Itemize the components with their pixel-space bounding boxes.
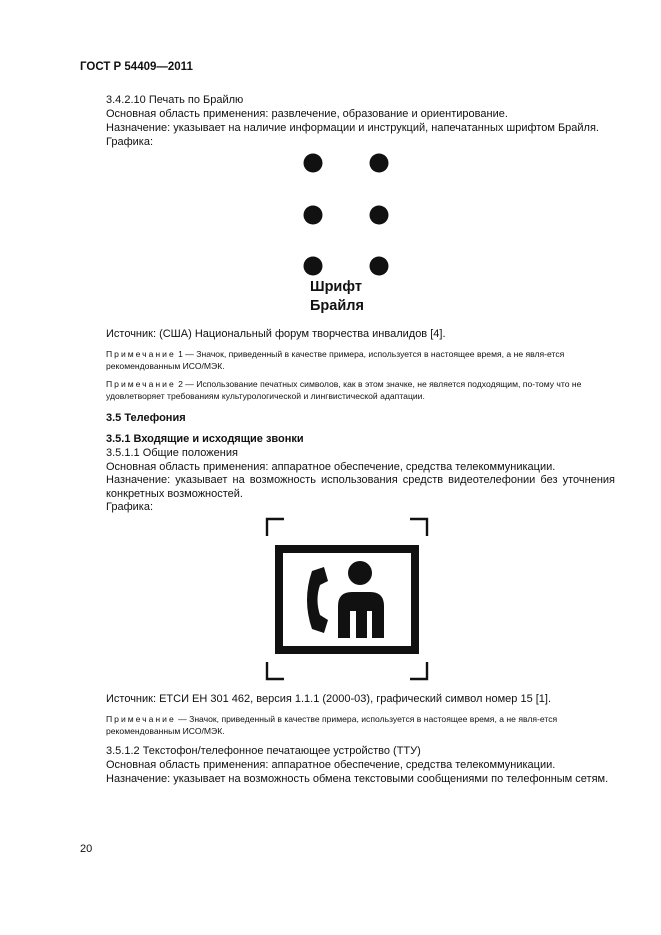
braille-dot	[370, 257, 389, 276]
note-label: Примечание	[106, 714, 176, 724]
telephony-scope: Основная область применения: аппаратное обеспечение, средства телекоммуникации.	[106, 461, 556, 473]
person-body	[338, 592, 384, 638]
subsection-heading: 3.5.1 Входящие и исходящие звонки	[106, 433, 304, 445]
braille-caption-line2: Брайля	[310, 298, 364, 314]
braille-dot	[370, 206, 389, 225]
braille-dot	[304, 257, 323, 276]
person-head	[348, 561, 372, 585]
note-text: — Значок, приведенный в качестве примера, используется в настоящее время, а не явля-ется рекомендованным ИСО/МЭК.	[106, 714, 558, 736]
braille-note-1	[106, 348, 615, 372]
braille-dot	[304, 206, 323, 225]
braille-dot	[304, 154, 323, 173]
videophone-icon	[262, 514, 432, 684]
braille-caption-line1: Шрифт	[310, 279, 362, 295]
braille-scope: Основная область применения: развлечение, образование и ориентирование.	[106, 108, 508, 120]
note-label: Примечание	[106, 379, 176, 389]
document-header: ГОСТ Р 54409—2011	[80, 61, 193, 73]
braille-heading: 3.4.2.10 Печать по Брайлю	[106, 94, 244, 106]
braille-graphic-label: Графика:	[106, 136, 153, 148]
telephony-graphic-label: Графика:	[106, 501, 153, 513]
braille-dot	[370, 154, 389, 173]
general-heading: 3.5.1.1 Общие положения	[106, 447, 238, 459]
telephony-note	[106, 713, 615, 737]
section-heading: 3.5 Телефония	[106, 412, 186, 424]
page-number: 20	[80, 843, 93, 855]
note-text: 1 — Значок, приведенный в качестве примера, используется в настоящее время, а не явля-ется рекомендованным ИСО/МЭК.	[106, 349, 565, 371]
braille-note-2	[106, 378, 615, 402]
note-label: Примечание	[106, 349, 176, 359]
telephony-purpose: Назначение: указывает на возможность использования средств видеотелефонии без уточнения конкретных возможностей.	[106, 474, 615, 500]
note-text: 2 — Использование печатных символов, как в этом значке, не является подходящим, по-тому что не удовлетворяет требованиям культурологической и лингвистической адаптации.	[106, 379, 582, 401]
braille-purpose: Назначение: указывает на наличие информации и инструкций, напечатанных шрифтом Брайля.	[106, 122, 599, 134]
braille-source: Источник: (США) Национальный форум творчества инвалидов [4].	[106, 328, 446, 340]
tty-scope: Основная область применения: аппаратное обеспечение, средства телекоммуникации.	[106, 759, 556, 771]
telephony-source: Источник: ЕТСИ ЕН 301 462, версия 1.1.1 (2000-03), графический символ номер 15 [1].	[106, 693, 552, 705]
handset-icon	[307, 567, 328, 633]
braille-dots-icon	[290, 148, 410, 278]
braille-caption	[310, 278, 390, 316]
tty-heading: 3.5.1.2 Текстофон/телефонное печатающее устройство (ТТУ)	[106, 745, 421, 757]
tty-purpose: Назначение: указывает на возможность обмена текстовыми сообщениями по телефонным сетям.	[106, 773, 609, 785]
